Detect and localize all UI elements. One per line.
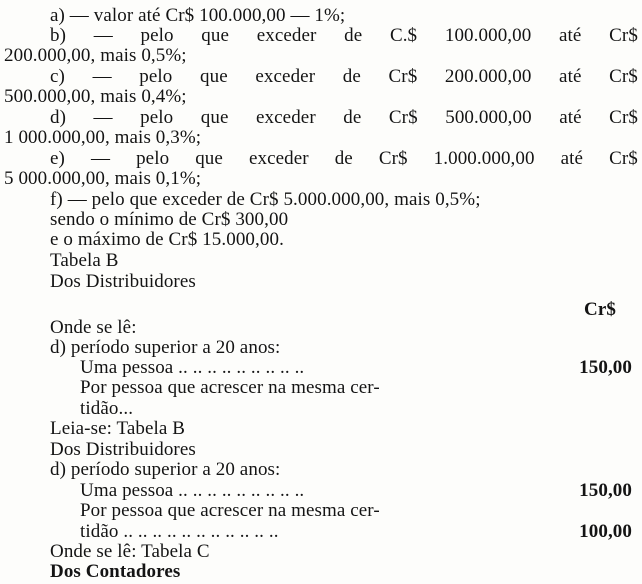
- word: d): [50, 107, 67, 128]
- currency-header: Cr$: [584, 299, 616, 320]
- word: 500.000,00: [445, 107, 532, 128]
- text-line: Onde se lê: Tabela C: [50, 541, 210, 562]
- word: de: [343, 107, 362, 128]
- word: C.$: [389, 25, 418, 46]
- word: até: [560, 148, 584, 169]
- text-line: Uma pessoa .. .. .. .. .. .. .. .. ..: [80, 480, 305, 501]
- word: Cr$: [388, 66, 418, 87]
- text-line: a) — valor até Cr$ 100.000,00 — 1%;: [50, 5, 346, 26]
- text-line: tidão...: [80, 398, 134, 419]
- heading: Dos Distribuidores: [50, 439, 196, 460]
- word: —: [93, 107, 113, 128]
- word: 100.000,00: [444, 25, 532, 46]
- heading: Dos Contadores: [50, 561, 181, 582]
- word: pelo: [136, 148, 170, 169]
- word: que: [201, 25, 230, 46]
- word: 200.000,00: [444, 66, 532, 87]
- word: Cr$: [609, 148, 638, 169]
- word: —: [90, 148, 111, 169]
- word: c): [50, 66, 65, 87]
- word: pelo: [140, 25, 174, 46]
- word: Cr$: [609, 66, 638, 87]
- text-line: 1 000.000,00, mais 0,3%;: [4, 127, 202, 148]
- word: Cr$: [388, 107, 418, 128]
- word: pelo: [140, 107, 174, 128]
- text-line: 200.000,00, mais 0,5%;: [4, 45, 187, 66]
- word: de: [344, 25, 363, 46]
- word: até: [559, 66, 582, 87]
- text-line: Uma pessoa .. .. .. .. .. .. .. .. ..: [80, 357, 305, 378]
- text-line: Onde se lê:: [50, 317, 137, 338]
- text-line: f) — pelo que exceder de Cr$ 5.000.000,00, mais 0,5%;: [50, 189, 481, 210]
- text-line: [50, 149, 638, 169]
- word: Cr$: [378, 148, 408, 169]
- value: 150,00: [579, 480, 632, 501]
- text-line: 500.000,00, mais 0,4%;: [4, 86, 187, 107]
- word: 1.000.000,00: [433, 148, 535, 169]
- text-line: d) período superior a 20 anos:: [50, 337, 281, 358]
- text-line: [50, 26, 638, 46]
- text-line: 5 000.000,00, mais 0,1%;: [4, 168, 202, 189]
- text-line: Leia-se: Tabela B: [50, 418, 186, 439]
- word: Cr$: [609, 25, 638, 46]
- word: Cr$: [609, 107, 638, 128]
- text-line: sendo o mínimo de Cr$ 300,00: [50, 209, 289, 230]
- word: que: [200, 66, 228, 87]
- text-line: Por pessoa que acrescer na mesma cer-: [80, 377, 380, 398]
- heading: Tabela B: [50, 250, 119, 271]
- word: de: [342, 66, 361, 87]
- value: 100,00: [579, 521, 632, 542]
- text-line: Por pessoa que acrescer na mesma cer-: [80, 500, 380, 521]
- word: exceder: [248, 148, 309, 169]
- text-line: [50, 108, 638, 128]
- word: exceder: [255, 66, 316, 87]
- heading: Dos Distribuidores: [50, 271, 196, 292]
- word: que: [195, 148, 223, 169]
- word: até: [559, 25, 582, 46]
- value: 150,00: [579, 357, 632, 378]
- word: até: [559, 107, 582, 128]
- text-line: d) período superior a 20 anos:: [50, 459, 281, 480]
- word: exceder: [256, 25, 317, 46]
- word: pelo: [139, 66, 173, 87]
- word: —: [92, 66, 112, 87]
- text-line: e o máximo de Cr$ 15.000,00.: [50, 229, 284, 250]
- word: que: [200, 107, 229, 128]
- word: e): [50, 148, 65, 169]
- text-line: [50, 67, 638, 87]
- word: b): [50, 25, 67, 46]
- word: exceder: [256, 107, 316, 128]
- word: de: [334, 148, 353, 169]
- word: —: [93, 25, 113, 46]
- text-line: tidão .. .. .. .. .. .. .. .. .. .. ..: [80, 521, 279, 542]
